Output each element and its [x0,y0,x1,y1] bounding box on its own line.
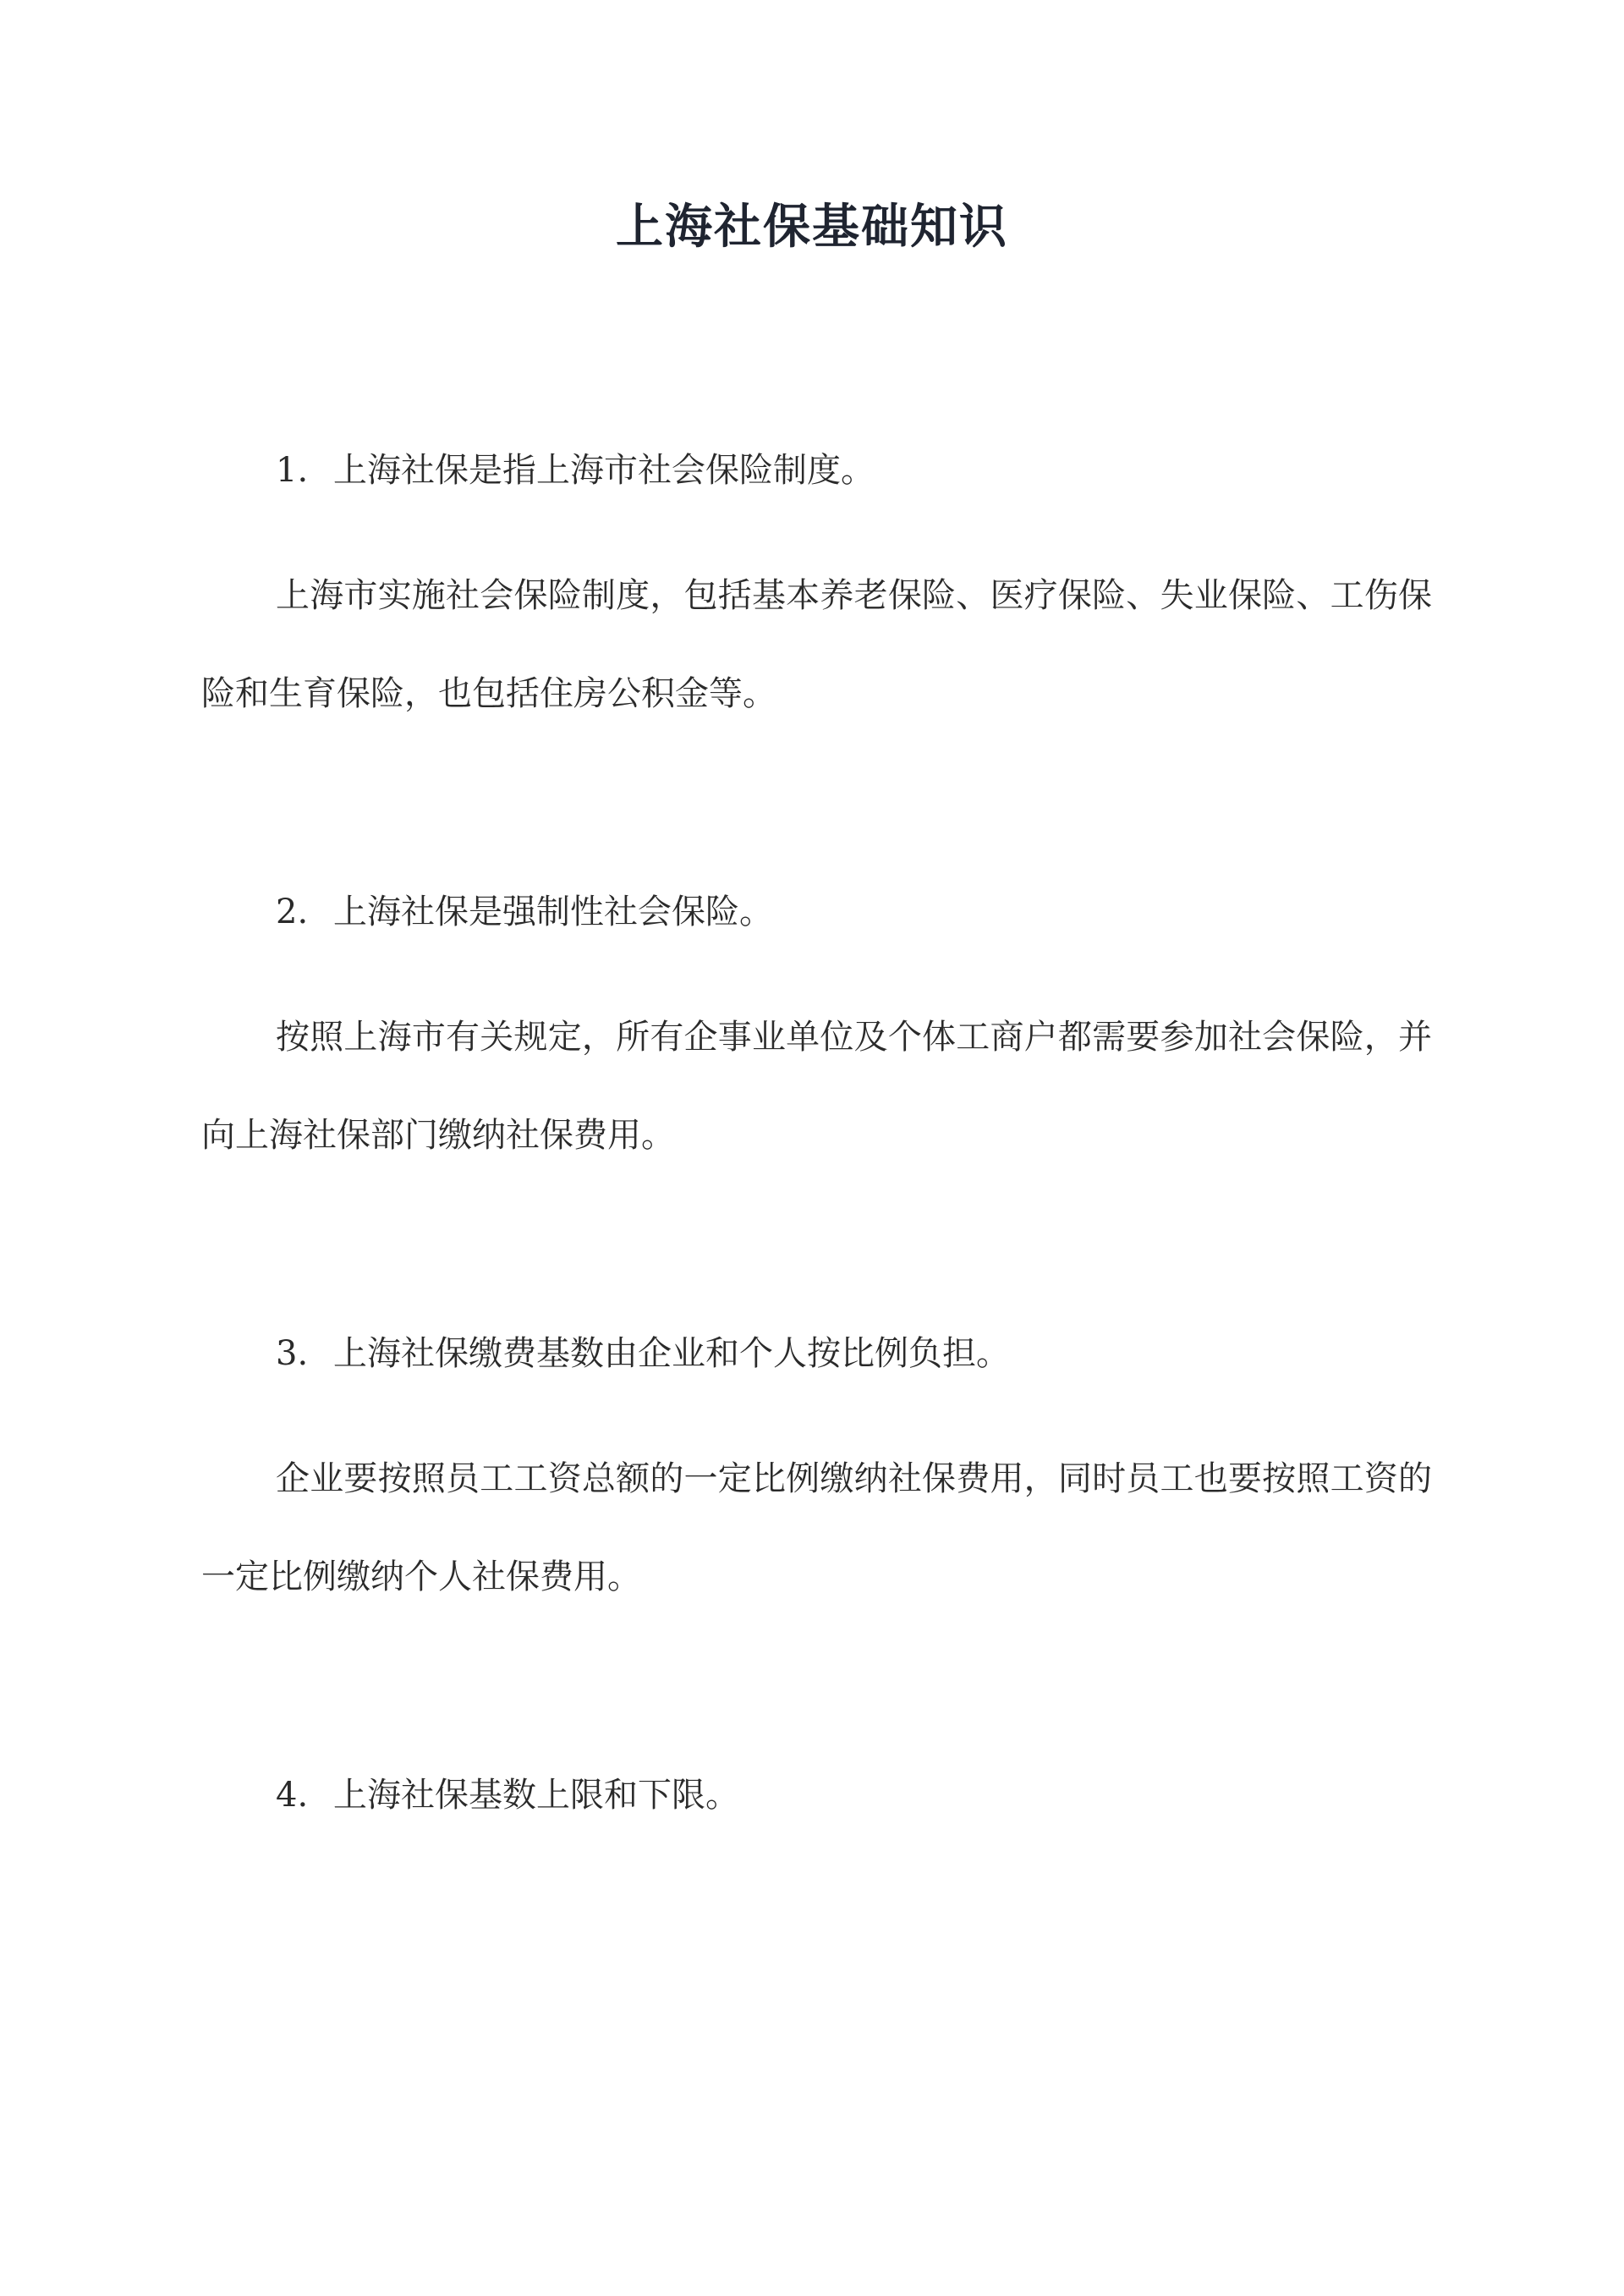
section-3-heading [276,1330,1010,1377]
section-2-heading-text: 上海社保是强制性社会保险。 [333,893,773,931]
section-4-heading [276,1771,739,1819]
section-1-heading-text: 上海社保是指上海市社会保险制度。 [333,451,875,490]
section-2-number: 2. [276,893,309,931]
section-3-number: 3. [276,1334,309,1373]
section-4-number: 4. [276,1776,309,1815]
section-2-heading [276,888,773,936]
section-1-body: 上海市实施社会保险制度，包括基本养老保险、医疗保险、失业保险、工伤保险和生育保险，也包括住房公积金等。 [201,576,1432,713]
section-2-body: 按照上海市有关规定，所有企事业单位及个体工商户都需要参加社会保险，并向上海社保部门缴纳社保费用。 [201,1018,1432,1155]
section-4-heading-text: 上海社保基数上限和下限。 [333,1776,739,1815]
section-3-body: 企业要按照员工工资总额的一定比例缴纳社保费用，同时员工也要按照工资的一定比例缴纳个人社保费用。 [201,1459,1432,1596]
section-1-number: 1. [276,451,309,490]
section-1-heading [276,447,875,494]
section-3-heading-text: 上海社保缴费基数由企业和个人按比例负担。 [333,1334,1010,1373]
document-title: 上海社保基础知识 [616,199,1008,255]
